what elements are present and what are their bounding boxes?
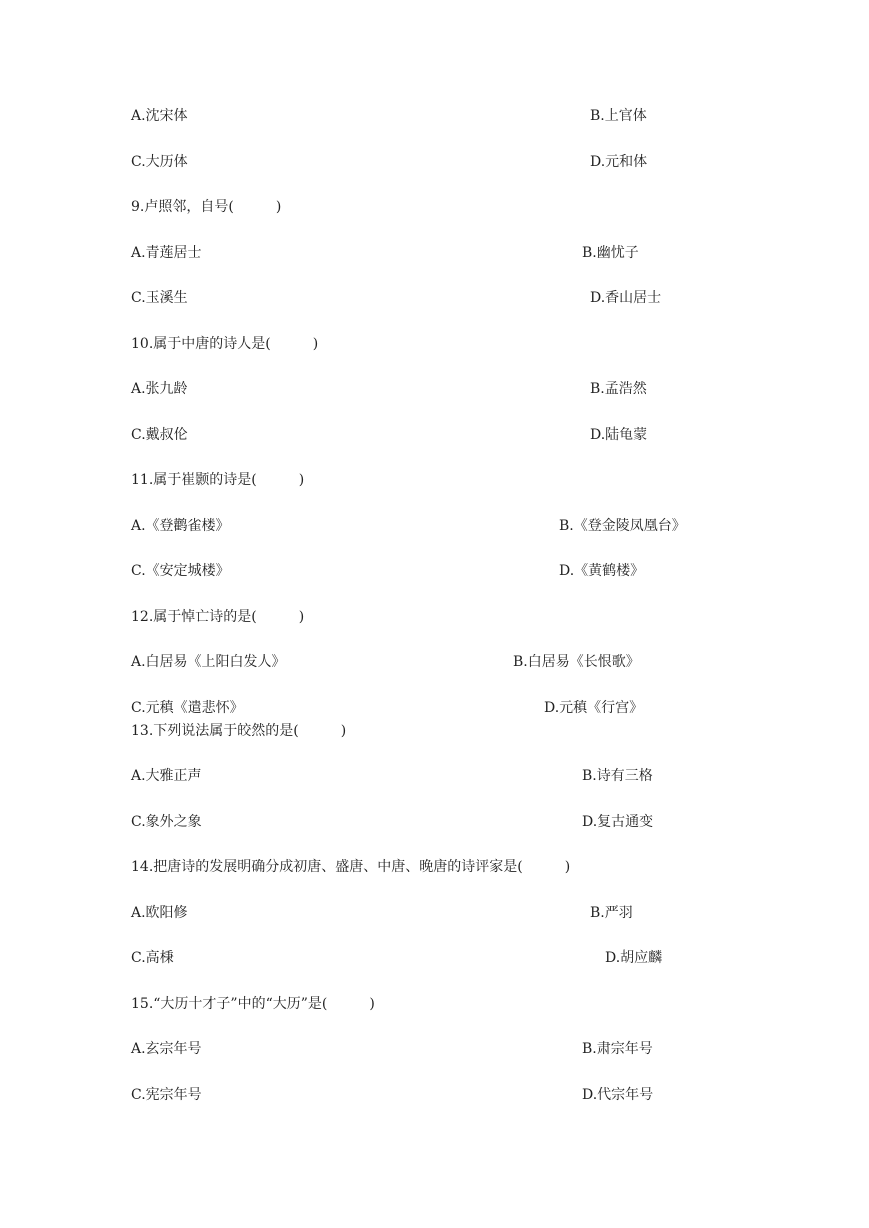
question-stem: 9.卢照邻，自号( )	[131, 199, 282, 215]
option-c: C.宪宗年号	[131, 1087, 202, 1103]
option-b: B.肃宗年号	[582, 1041, 653, 1057]
question-stem: 14.把唐诗的发展明确分成初唐、盛唐、中唐、晚唐的诗评家是( )	[131, 859, 571, 875]
option-a: A.青莲居士	[131, 245, 202, 261]
question-stem: 15.“大历十才子”中的“大历”是( )	[131, 996, 375, 1012]
option-d: D.香山居士	[590, 290, 662, 306]
option-b: B.白居易《长恨歌》	[513, 654, 640, 670]
question-stem: 10.属于中唐的诗人是( )	[131, 336, 319, 352]
option-c: C.玉溪生	[131, 290, 188, 306]
option-c: C.元稹《遣悲怀》	[131, 700, 244, 716]
option-d: D.陆龟蒙	[590, 427, 648, 443]
option-a: A.张九龄	[131, 381, 188, 397]
option-a: A.《登鹳雀楼》	[131, 518, 230, 534]
option-c: C.《安定城楼》	[131, 563, 230, 579]
question-stem: 12.属于悼亡诗的是( )	[131, 609, 305, 625]
option-d: D.胡应麟	[605, 950, 663, 966]
option-b: B.严羽	[590, 905, 633, 921]
option-a: A.大雅正声	[131, 768, 202, 784]
option-a: A.白居易《上阳白发人》	[131, 654, 286, 670]
option-c: C.大历体	[131, 154, 188, 170]
option-d: D.代宗年号	[582, 1087, 654, 1103]
option-d: D.《黄鹤楼》	[559, 563, 645, 579]
option-d: D.复古通变	[582, 814, 654, 830]
option-b: B.孟浩然	[590, 381, 647, 397]
option-b: B.幽忧子	[582, 245, 639, 261]
option-b: B.《登金陵凤凰台》	[559, 518, 686, 534]
option-b: B.上官体	[590, 108, 647, 124]
option-a: A.沈宋体	[131, 108, 188, 124]
option-d: D.元稹《行宫》	[544, 700, 644, 716]
option-a: A.欧阳修	[131, 905, 188, 921]
option-c: C.戴叔伦	[131, 427, 188, 443]
option-d: D.元和体	[590, 154, 648, 170]
option-a: A.玄宗年号	[131, 1041, 202, 1057]
option-b: B.诗有三格	[582, 768, 653, 784]
option-c: C.象外之象	[131, 814, 202, 830]
question-stem: 11.属于崔颢的诗是( )	[131, 472, 305, 488]
question-stem: 13.下列说法属于皎然的是( )	[131, 723, 347, 739]
option-c: C.高棅	[131, 950, 174, 966]
